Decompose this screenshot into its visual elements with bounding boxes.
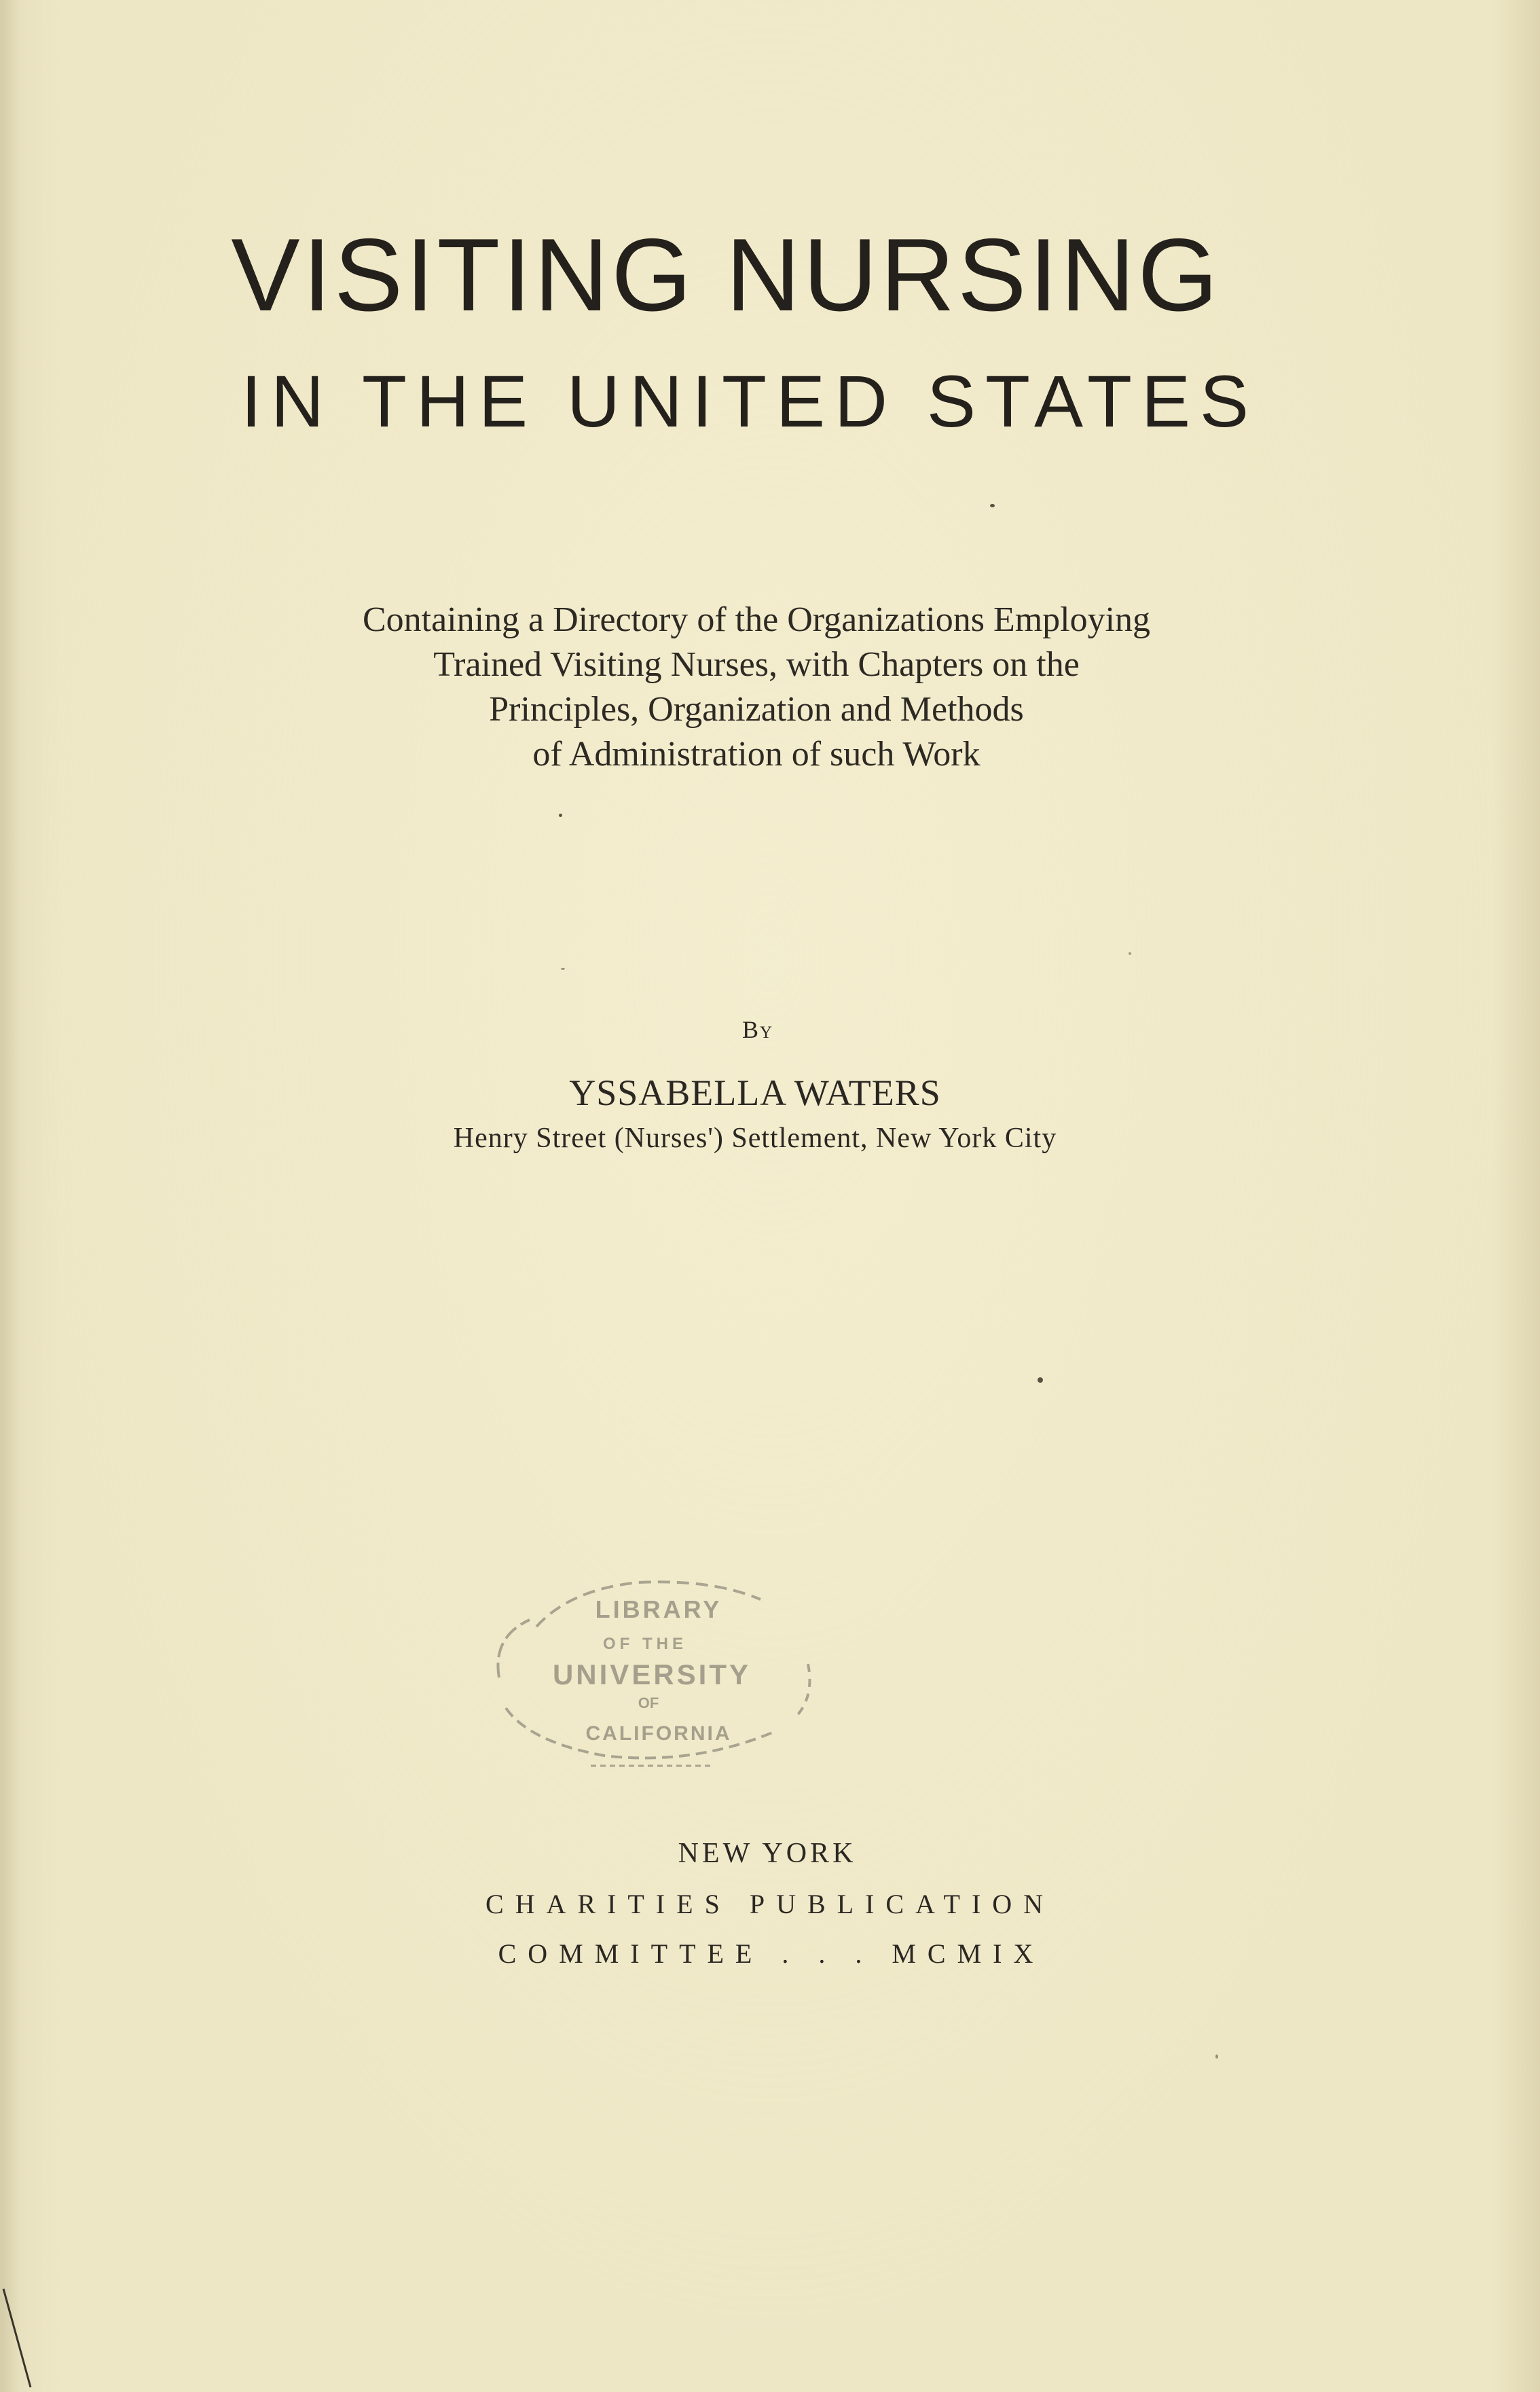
svg-text:OF THE: OF THE <box>603 1635 687 1653</box>
paper-speck <box>1129 952 1131 955</box>
author-affiliation: Henry Street (Nurses') Settlement, New York City <box>453 1123 1057 1154</box>
book-title-line-1: VISITING NURSING <box>231 217 1221 333</box>
author-name: YSSABELLA WATERS <box>569 1072 941 1113</box>
svg-text:LIBRARY: LIBRARY <box>595 1595 722 1623</box>
subtitle-line: Trained Visiting Nurses, with Chapters on the <box>433 645 1080 684</box>
svg-text:UNIVERSITY: UNIVERSITY <box>552 1659 752 1690</box>
paper-speck <box>990 504 995 507</box>
subtitle <box>0 598 1526 777</box>
imprint-place: NEW YORK <box>678 1838 857 1869</box>
svg-text:OF: OF <box>638 1695 659 1711</box>
paper-speck <box>561 968 565 970</box>
imprint-publisher-line-1: CHARITIES PUBLICATION <box>485 1889 1055 1919</box>
scan-edge-mark <box>0 2282 54 2392</box>
byline-by: By <box>741 1016 774 1043</box>
imprint-publisher-line-2: COMMITTEE . . . MCMIX <box>498 1938 1045 1969</box>
paper-speck <box>1215 2054 1218 2059</box>
library-stamp-icon <box>489 1562 828 1773</box>
subtitle-line: Containing a Directory of the Organizations Employing <box>362 600 1151 639</box>
subtitle-line: of Administration of such Work <box>532 735 980 774</box>
svg-text:CALIFORNIA: CALIFORNIA <box>585 1722 732 1745</box>
paper-speck <box>559 814 562 817</box>
paper-speck <box>1038 1377 1043 1383</box>
subtitle-line: Principles, Organization and Methods <box>489 690 1024 729</box>
book-title-line-2: IN THE UNITED STATES <box>240 360 1259 442</box>
